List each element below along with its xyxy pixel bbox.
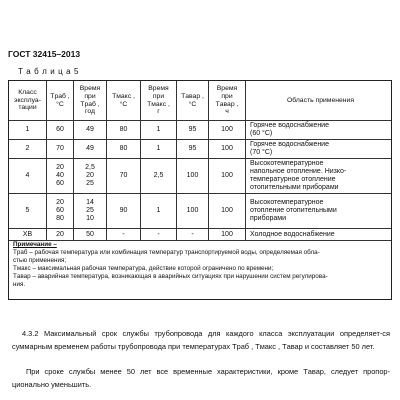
table-cell: 100 bbox=[209, 140, 246, 159]
table-cell-application: Высокотемпературное отопление отопительными приборами bbox=[246, 194, 391, 229]
table-cell: 100 bbox=[177, 159, 209, 194]
table-cell-application: Высокотемпературное напольное отопление. Низко- температурное отопление отопительными приборами bbox=[246, 159, 391, 194]
table-cell: 5 bbox=[9, 194, 47, 229]
table-cell-application: Горячее водоснабжение (60 °С) bbox=[246, 121, 391, 140]
data-table bbox=[8, 80, 392, 300]
table-cell: 1 bbox=[9, 121, 47, 140]
table-cell: - bbox=[107, 229, 141, 241]
table-cell: 100 bbox=[209, 121, 246, 140]
table-cell: ХВ bbox=[9, 229, 47, 241]
table-cell: 2,5 bbox=[141, 159, 177, 194]
table-cell: 90 bbox=[107, 194, 141, 229]
note-line: ния. bbox=[13, 280, 26, 288]
table-cell: 20 40 60 bbox=[47, 159, 74, 194]
table-cell: 70 bbox=[47, 140, 74, 159]
header-t-max: Tмакс , °С bbox=[107, 81, 141, 121]
table-cell: 1 bbox=[141, 121, 177, 140]
note-title: Примечание – bbox=[13, 241, 57, 248]
header-time-work: Время при Tраб , год bbox=[74, 81, 107, 121]
table-cell: 20 bbox=[47, 229, 74, 241]
note-line: стью применения; bbox=[13, 256, 67, 264]
table-cell: 60 bbox=[47, 121, 74, 140]
table-cell: 100 bbox=[209, 159, 246, 194]
note-line: Tмакс – максимальная рабочая температура, действие которой ограничено по времени; bbox=[13, 264, 274, 272]
table-cell: 80 bbox=[107, 121, 141, 140]
table-cell: 4 bbox=[9, 159, 47, 194]
table-cell: 100 bbox=[209, 194, 246, 229]
header-application: Область применения bbox=[246, 81, 391, 121]
table-cell: 50 bbox=[74, 229, 107, 241]
note-line: Tавар – аварийная температура, возникающая в аварийных ситуациях при нарушении систем регулирова- bbox=[13, 272, 328, 280]
header-t-emergency: Tавар , °С bbox=[177, 81, 209, 121]
table-cell: 1 bbox=[141, 140, 177, 159]
table-note bbox=[9, 241, 391, 288]
table-cell: 80 bbox=[107, 140, 141, 159]
table-cell: 49 bbox=[74, 121, 107, 140]
document-title: ГОСТ 32415–2013 bbox=[8, 49, 81, 59]
header-time-max: Время при Tмакс , г bbox=[141, 81, 177, 121]
table-cell: - bbox=[141, 229, 177, 241]
table-cell: 2 bbox=[9, 140, 47, 159]
table-cell: 1 bbox=[141, 194, 177, 229]
table-cell: 95 bbox=[177, 121, 209, 140]
header-class: Класс эксплуа- тации bbox=[9, 81, 47, 121]
header-time-emergency: Время при Tавар , ч bbox=[209, 81, 246, 121]
table-caption: Т а б л и ц а 5 bbox=[18, 67, 80, 76]
table-cell: 20 60 80 bbox=[47, 194, 74, 229]
table-cell: 70 bbox=[107, 159, 141, 194]
table-cell-application: Холодное водоснабжение bbox=[246, 229, 391, 241]
note-line: Tраб – рабочая температура или комбинация температур транспортируемой воды, определяемая обла- bbox=[13, 248, 320, 256]
table-cell: - bbox=[177, 229, 209, 241]
table-cell-application: Горячее водоснабжение (70 °С) bbox=[246, 140, 391, 159]
table-cell: 100 bbox=[209, 229, 246, 241]
table-grid bbox=[9, 81, 391, 241]
table-cell: 14 25 10 bbox=[74, 194, 107, 229]
table-cell: 95 bbox=[177, 140, 209, 159]
table-cell: 2,5 20 25 bbox=[74, 159, 107, 194]
paragraph-service-life: При сроке службы менее 50 лет все временные характеристики, кроме Tавар, следует пропор-ционально уменьшить. bbox=[12, 367, 390, 389]
table-cell: 100 bbox=[177, 194, 209, 229]
paragraph-4-3-2: 4.3.2 Максимальный срок службы трубопровода для каждого класса эксплуатации определяет-ся суммарным временем работы трубопровода при температурах Tраб , Tмакс , Tавар и составляет 50 лет. bbox=[12, 329, 390, 351]
header-t-work: Tраб , °С bbox=[47, 81, 74, 121]
table-cell: 49 bbox=[74, 140, 107, 159]
